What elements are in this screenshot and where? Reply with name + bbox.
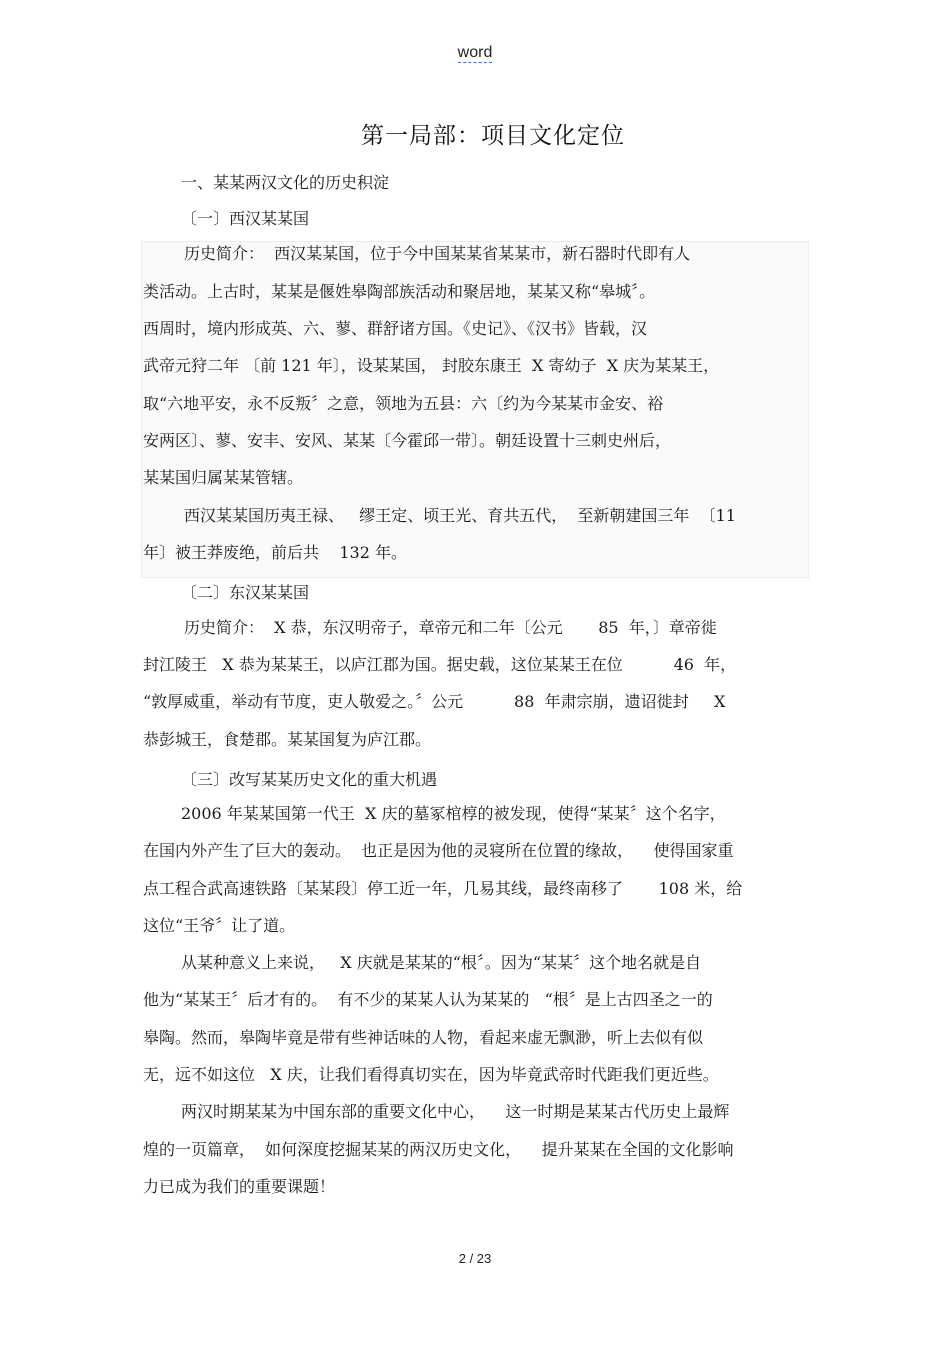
paragraph-line: 安两区〕、蓼、安丰、安风、某某〔今霍邱一带〕。朝廷设置十三刺史州后， — [143, 431, 672, 450]
paragraph-line: 力已成为我们的重要课题！ — [143, 1177, 336, 1196]
page-header — [0, 44, 950, 62]
paragraph-line: 取“六地平安，永不反叛〞之意，领地为五县：六〔约为今某某市金安、裕 — [143, 394, 664, 413]
paragraph-line: 封江陵王 X 恭为某某王，以庐江郡为国。据史载，这位某某王在位 46 年， — [143, 655, 737, 674]
paragraph-line: 某某国归属某某管辖。 — [143, 468, 304, 487]
paragraph-line: 历史简介： 西汉某某国，位于今中国某某省某某市，新石器时代即有人 — [184, 244, 691, 263]
paragraph-line: 年〕被王莽废绝，前后共 132 年。 — [143, 543, 407, 562]
page-number: 2 / 23 — [458, 1251, 492, 1266]
paragraph-line: 皋陶。然而，皋陶毕竟是带有些神话味的人物，看起来虚无飘渺，听上去似有似 — [143, 1028, 704, 1047]
paragraph-line: 类活动。上古时，某某是偃姓皋陶部族活动和聚居地，某某又称“皋城〞。 — [143, 282, 656, 301]
subsection-heading-west-han: 〔一〕西汉某某国 — [181, 209, 310, 228]
paragraph-line: 点工程合武高速铁路〔某某段〕停工近一年，几易其线，最终南移了 108 米，给 — [143, 879, 743, 898]
subsection-heading-opportunity: 〔三〕改写某某历史文化的重大机遇 — [181, 770, 438, 789]
header-word: word — [457, 44, 493, 61]
paragraph-line: 他为“某某王〞后才有的。 有不少的某某人认为某某的 “根〞是上古四圣之一的 — [143, 990, 713, 1009]
paragraph-line: 历史简介： X 恭，东汉明帝子，章帝元和二年〔公元 85 年，〕章帝徙 — [184, 618, 717, 637]
paragraph-line: 武帝元狩二年 〔前 121 年〕，设某某国， 封胶东康王 X 寄幼子 X 庆为某某王， — [143, 356, 720, 375]
paragraph-line: 煌的一页篇章， 如何深度挖掘某某的两汉历史文化， 提升某某在全国的文化影响 — [143, 1140, 734, 1159]
paragraph-line: 在国内外产生了巨大的轰动。 也正是因为他的灵寝所在位置的缘故， 使得国家重 — [143, 841, 734, 860]
paragraph-line: 恭彭城王，食楚郡。某某国复为庐江郡。 — [143, 730, 432, 749]
page-title: 第一局部：项目文化定位 — [361, 123, 625, 149]
paragraph-line: 西汉某某国历夷王禄、 缪王定、顷王光、育共五代， 至新朝建国三年 〔11 — [184, 506, 736, 525]
paragraph-line: 西周时，境内形成英、六、蓼、群舒诸方国。《史记》、《汉书》皆载，汉 — [143, 319, 648, 338]
paragraph-line: 从某种意义上来说， X 庆就是某某的“根〞。因为“某某〞这个地名就是自 — [181, 953, 702, 972]
paragraph-line: 这位“王爷〞让了道。 — [143, 916, 296, 935]
paragraph-line: “敦厚威重，举动有节度，吏人敬爱之。〞公元 88 年肃宗崩，遗诏徙封 X — [143, 692, 726, 711]
subsection-heading-east-han: 〔二〕东汉某某国 — [181, 583, 310, 602]
paragraph-line: 2006 年某某国第一代王 X 庆的墓冢棺椁的被发现，使得“某某〞这个名字， — [181, 804, 726, 823]
paragraph-line: 两汉时期某某为中国东部的重要文化中心， 这一时期是某某古代历史上最辉 — [181, 1102, 730, 1121]
paragraph-line: 无，远不如这位 X 庆，让我们看得真切实在，因为毕竟武帝时代距我们更近些。 — [143, 1065, 719, 1084]
section-heading: 一、某某两汉文化的历史积淀 — [181, 173, 390, 192]
